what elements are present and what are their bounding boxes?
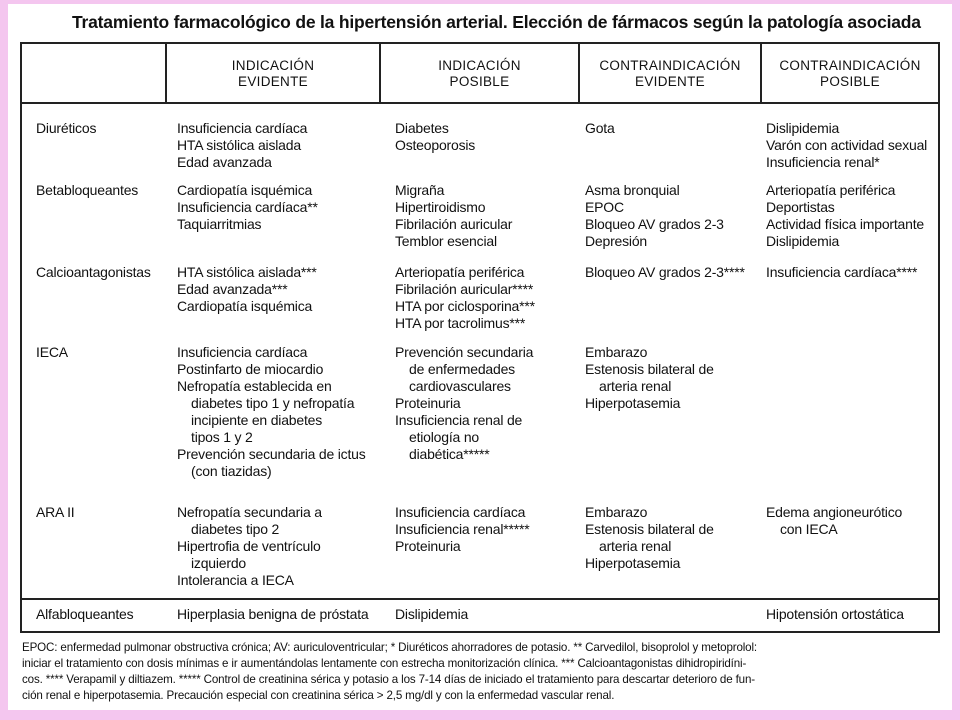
cell-line: Edema angioneurótico — [766, 504, 903, 520]
cell-line: Insuficiencia renal* — [766, 154, 880, 170]
table-cell — [766, 264, 917, 281]
cell-line: Edad avanzada*** — [177, 281, 288, 297]
footnote-line: cos. **** Verapamil y diltiazem. ***** Control de creatinina sérica y potasio a los 7-14 días de iniciado el tratamiento para descartar deterioro de fun- — [22, 673, 755, 686]
table-title: Tratamiento farmacológico de la hipertensión arterial. Elección de fármacos según la patología asociada — [72, 12, 921, 32]
cell-line: Embarazo — [585, 504, 648, 520]
cell-line: Embarazo — [585, 344, 648, 360]
cell-line: diabetes tipo 1 y nefropatía — [191, 395, 355, 411]
cell-line: Fibrilación auricular — [395, 216, 513, 232]
cell-line: EPOC — [585, 199, 624, 215]
table-cell — [177, 120, 307, 171]
cell-line: Hiperpotasemia — [585, 395, 681, 411]
table-cell — [585, 120, 615, 137]
cell-line: Nefropatía secundaria a — [177, 504, 322, 520]
document-page — [8, 4, 952, 710]
cell-line: Estenosis bilateral de — [585, 361, 714, 377]
cell-line: izquierdo — [191, 555, 247, 571]
cell-line: Temblor esencial — [395, 233, 497, 249]
table-cell — [766, 606, 904, 623]
footnote-line: iniciar el tratamiento con dosis mínimas e ir aumentándolas lentamente con estrecha monitorización clínica. *** Calcioantagonistas dihidropiridíni- — [22, 657, 747, 670]
header-separator — [22, 102, 938, 104]
cell-line: con IECA — [780, 521, 838, 537]
cell-line: Proteinuria — [395, 538, 461, 554]
cell-line: Insuficiencia cardíaca** — [177, 199, 318, 215]
cell-line: Edad avanzada — [177, 154, 272, 170]
column-header-contraindicacion-evidente: CONTRAINDICACIÓN EVIDENTE — [599, 58, 741, 89]
table-cell — [395, 606, 468, 623]
cell-line: Dislipidemia — [395, 606, 469, 622]
table-cell — [766, 120, 927, 171]
cell-line: Osteoporosis — [395, 137, 476, 153]
table-cell — [766, 182, 924, 250]
cell-line: Proteinuria — [395, 395, 461, 411]
cell-line: Hipertiroidismo — [395, 199, 486, 215]
cell-line: Varón con actividad sexual — [766, 137, 928, 153]
cell-line: Deportistas — [766, 199, 835, 215]
cell-line: Prevención secundaria de ictus — [177, 446, 366, 462]
cell-line: Hipertrofia de ventrículo — [177, 538, 321, 554]
cell-line: Prevención secundaria — [395, 344, 534, 360]
footnote — [22, 640, 944, 704]
cell-line: Actividad física importante — [766, 216, 925, 232]
drug-class-label: ARA II — [36, 504, 75, 520]
table-cell — [177, 344, 366, 480]
drug-class-label: Diuréticos — [36, 120, 97, 136]
drug-class-label: Betabloqueantes — [36, 182, 139, 198]
cell-line: HTA sistólica aislada — [177, 137, 301, 153]
cell-line: HTA por tacrolimus*** — [395, 315, 526, 331]
cell-line: Gota — [585, 120, 615, 136]
cell-line: Cardiopatía isquémica — [177, 298, 313, 314]
table-cell — [585, 264, 745, 281]
cell-line: (con tiazidas) — [191, 463, 272, 479]
cell-line: Dislipidemia — [766, 233, 840, 249]
cell-line: diabetes tipo 2 — [191, 521, 280, 537]
cell-line: Hiperplasia benigna de próstata — [177, 606, 369, 622]
column-header-indicacion-evidente: INDICACIÓN EVIDENTE — [231, 58, 315, 89]
table-cell — [395, 264, 535, 332]
table-cell — [585, 504, 714, 572]
table-cell — [395, 344, 533, 463]
cell-line: de enfermedades — [409, 361, 515, 377]
drug-class-label: Alfabloqueantes — [36, 606, 134, 622]
cell-line: Insuficiencia cardíaca — [177, 120, 308, 136]
column-header-contraindicacion-posible: CONTRAINDICACIÓN POSIBLE — [779, 58, 921, 89]
cell-line: Dislipidemia — [766, 120, 840, 136]
footnote-line: ción renal e hiperpotasemia. Precaución especial con creatinina sérica > 2,5 mg/dl y con la enfermedad vascular renal. — [22, 689, 615, 702]
cell-line: arteria renal — [599, 538, 672, 554]
table-cell — [177, 504, 322, 589]
cell-line: Intolerancia a IECA — [177, 572, 294, 588]
drug-selection-table — [20, 42, 940, 633]
table-cell — [395, 504, 530, 555]
cell-line: HTA sistólica aislada*** — [177, 264, 317, 280]
cell-line: Fibrilación auricular**** — [395, 281, 534, 297]
cell-line: Nefropatía establecida en — [177, 378, 332, 394]
row-separator — [22, 598, 938, 600]
table-cell — [395, 120, 475, 154]
cell-line: Arteriopatía periférica — [766, 182, 896, 198]
column-header-indicacion-posible: INDICACIÓN POSIBLE — [438, 58, 521, 89]
cell-line: HTA por ciclosporina*** — [395, 298, 535, 314]
table-cell — [395, 182, 512, 250]
table-cell — [766, 504, 902, 538]
cell-line: Cardiopatía isquémica — [177, 182, 313, 198]
cell-line: etiología no — [409, 429, 479, 445]
cell-line: Insuficiencia renal***** — [395, 521, 530, 537]
cell-line: arteria renal — [599, 378, 672, 394]
cell-line: Asma bronquial — [585, 182, 680, 198]
cell-line: Bloqueo AV grados 2-3 — [585, 216, 724, 232]
drug-class-label: IECA — [36, 344, 68, 360]
cell-line: Estenosis bilateral de — [585, 521, 714, 537]
cell-line: Taquiarritmias — [177, 216, 262, 232]
cell-line: Insuficiencia cardíaca — [177, 344, 308, 360]
cell-line: Postinfarto de miocardio — [177, 361, 324, 377]
table-cell — [585, 344, 714, 412]
drug-class-label: Calcioantagonistas — [36, 264, 151, 280]
table-cell — [585, 182, 724, 250]
cell-line: Hiperpotasemia — [585, 555, 681, 571]
cell-line: Insuficiencia renal de — [395, 412, 523, 428]
cell-line: incipiente en diabetes — [191, 412, 323, 428]
table-cell — [177, 606, 369, 623]
table-cell — [177, 264, 317, 315]
table-cell — [177, 182, 318, 233]
cell-line: Depresión — [585, 233, 648, 249]
cell-line: cardiovasculares — [409, 378, 511, 394]
cell-line: Insuficiencia cardíaca**** — [766, 264, 918, 280]
cell-line: Arteriopatía periférica — [395, 264, 525, 280]
cell-line: tipos 1 y 2 — [191, 429, 253, 445]
footnote-line: EPOC: enfermedad pulmonar obstructiva crónica; AV: auriculoventricular; * Diuréticos ahorradores de potasio. ** Carvedilol, bisoprolol y metoprolol: — [22, 641, 757, 654]
cell-line: diabética***** — [409, 446, 490, 462]
cell-line: Insuficiencia cardíaca — [395, 504, 526, 520]
cell-line: Diabetes — [395, 120, 449, 136]
cell-line: Migraña — [395, 182, 445, 198]
cell-line: Hipotensión ortostática — [766, 606, 904, 622]
cell-line: Bloqueo AV grados 2-3**** — [585, 264, 745, 280]
